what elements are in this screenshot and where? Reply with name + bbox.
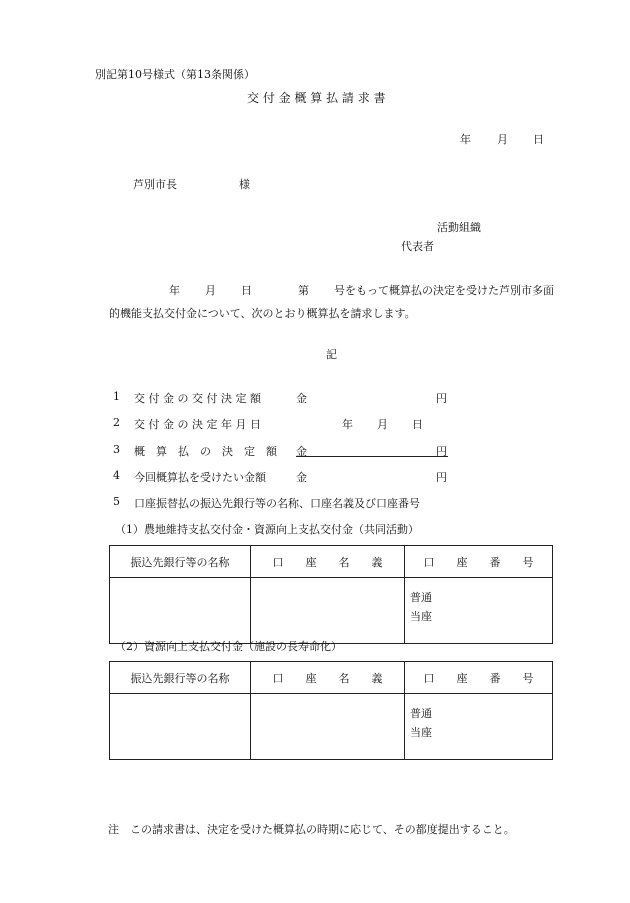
body-no-prefix: 第 (298, 284, 309, 297)
ki-heading: 記 (326, 348, 337, 361)
header-account-holder: 口 座 名 義 (251, 546, 405, 578)
footer-note: 注 この請求書は、決定を受けた概算払の時期に応じて、その都度提出すること。 (108, 823, 515, 836)
item-label: 交 付 金 の 交 付 決 定 額 (134, 392, 261, 405)
account-number-cell (405, 578, 553, 644)
bank-name-cell (110, 694, 251, 760)
form-id: 別記第10号様式（第13条関係） (95, 68, 255, 81)
item-suffix: 円 (436, 392, 447, 405)
header-account-number: 口 座 番 号 (405, 662, 553, 694)
item-prefix: 金 (296, 445, 307, 458)
item-label: 口座振替払の振込先銀行等の名称、口座名義及び口座番号 (134, 497, 420, 510)
item-number: 1 (113, 390, 120, 403)
body-month: 月 (205, 284, 216, 297)
item-number: 3 (113, 443, 120, 456)
applicant-rep-label: 代表者 (401, 240, 434, 253)
account-type-current: 当座 (410, 726, 432, 739)
account-holder-cell (251, 578, 405, 644)
header-bank-name: 振込先銀行等の名称 (110, 546, 251, 578)
item-prefix: 金 (296, 471, 307, 484)
date-month: 月 (497, 133, 508, 146)
item-number: 2 (113, 416, 120, 429)
item-year: 年 (342, 418, 353, 431)
item-number: 4 (113, 469, 120, 482)
date-day: 日 (533, 133, 544, 146)
body-year: 年 (169, 284, 180, 297)
item-month: 月 (377, 418, 388, 431)
account-type-ordinary: 普通 (410, 707, 432, 720)
subsection-2-title: （2）資源向上支払交付金（施設の長寿命化） (115, 640, 342, 653)
page-title: 交 付 金 概 算 払 請 求 書 (247, 91, 386, 105)
item-label: 今回概算払を受けたい金額 (134, 471, 266, 484)
header-account-number: 口 座 番 号 (405, 546, 553, 578)
account-holder-cell (251, 694, 405, 760)
account-type-current: 当座 (410, 610, 432, 623)
addressee-honorific: 様 (239, 178, 250, 191)
applicant-org-label: 活動組織 (437, 221, 481, 234)
account-type-ordinary: 普通 (410, 591, 432, 604)
bank-account-table-2 (109, 661, 553, 760)
item-suffix: 円 (436, 445, 447, 458)
item-prefix: 金 (296, 392, 307, 405)
header-bank-name: 振込先銀行等の名称 (110, 662, 251, 694)
bank-name-cell (110, 578, 251, 644)
body-day: 日 (241, 284, 252, 297)
account-number-cell (405, 694, 553, 760)
bank-account-table-1 (109, 545, 553, 644)
item-label: 概 算 払 の 決 定 額 (134, 445, 277, 458)
item-number: 5 (113, 495, 120, 508)
amount-underline (296, 456, 448, 457)
item-suffix: 円 (436, 471, 447, 484)
item-day: 日 (412, 418, 423, 431)
body-line1-rest: 号をもって概算払の決定を受けた芦別市多面 (334, 284, 554, 297)
body-line2: 的機能支払交付金について、次のとおり概算払を請求します。 (109, 307, 416, 320)
item-label: 交 付 金 の 決 定 年 月 日 (134, 418, 261, 431)
addressee-name: 芦別市長 (133, 178, 177, 191)
header-account-holder: 口 座 名 義 (251, 662, 405, 694)
subsection-1-title: （1）農地維持支払交付金・資源向上支払交付金（共同活動） (115, 523, 419, 536)
date-year: 年 (460, 133, 471, 146)
